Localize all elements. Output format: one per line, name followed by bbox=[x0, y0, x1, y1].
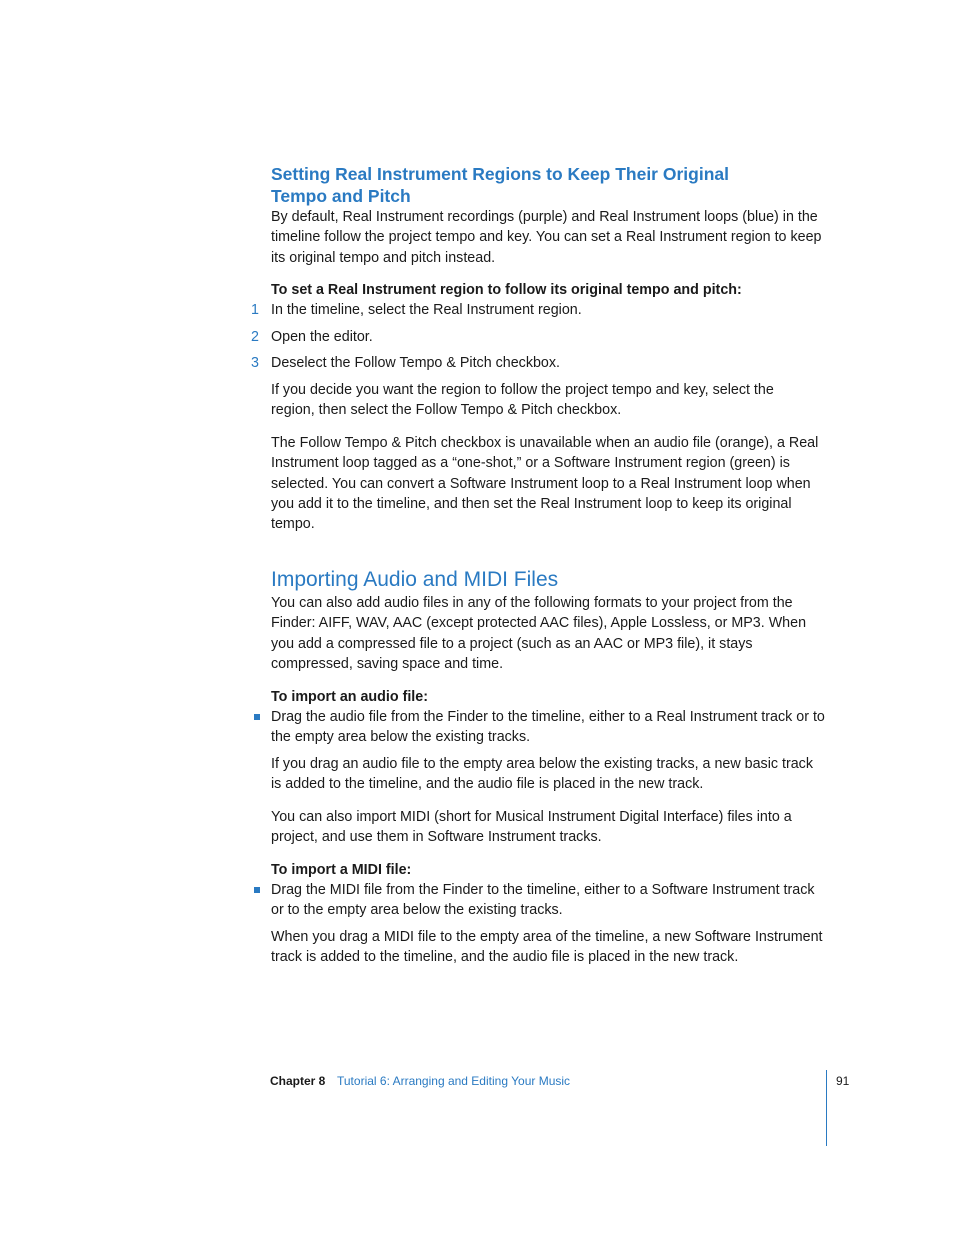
step-3-number: 3 bbox=[251, 355, 259, 371]
audio-bullet-text: Drag the audio file from the Finder to the timeline, either to a Real Instrument track or to the empty area below the existing tracks. bbox=[271, 709, 825, 746]
section-heading-line2: Tempo and Pitch bbox=[271, 186, 411, 206]
task-heading-midi: To import a MIDI file: bbox=[271, 862, 412, 878]
step-2-number: 2 bbox=[251, 329, 259, 345]
midi-note: When you drag a MIDI file to the empty area of the timeline, a new Software Instrument track is added to the timeline, and the audio file is placed in the new track. bbox=[271, 929, 823, 966]
bullet-icon bbox=[254, 887, 260, 893]
bullet-icon bbox=[254, 714, 260, 720]
footer-chapter: Chapter 8 bbox=[270, 1074, 326, 1088]
section2-intro: You can also add audio files in any of the following formats to your project from the Finder: AIFF, WAV, AAC (except protected AAC files), Apple Lossless, or MP3. When you add a compressed file to a project (such as an AAC or MP3 file), it stays compressed, saving space and time. bbox=[271, 595, 807, 672]
footer-divider bbox=[826, 1070, 827, 1146]
midi-bullet-text: Drag the MIDI file from the Finder to the timeline, either to a Software Instrument track or to the empty area below the existing tracks. bbox=[271, 882, 815, 919]
step-2-text: Open the editor. bbox=[271, 329, 373, 345]
page-number: 91 bbox=[836, 1074, 850, 1088]
midi-intro: You can also import MIDI (short for Musical Instrument Digital Interface) files into a project, and use them in Software Instrument tracks. bbox=[271, 809, 792, 846]
section-heading bbox=[271, 163, 831, 207]
note-follow-tempo: If you decide you want the region to follow the project tempo and key, select the region, then select the Follow Tempo & Pitch checkbox. bbox=[271, 382, 774, 419]
step-1-number: 1 bbox=[251, 302, 259, 318]
section1-intro: By default, Real Instrument recordings (purple) and Real Instrument loops (blue) in the timeline follow the project tempo and key. You can set a Real Instrument region to keep its original tempo and pitch instead. bbox=[271, 209, 822, 266]
audio-note: If you drag an audio file to the empty area below the existing tracks, a new basic track is added to the timeline, and the audio file is placed in the new track. bbox=[271, 756, 813, 793]
step-3-text: Deselect the Follow Tempo & Pitch checkbox. bbox=[271, 355, 560, 371]
note-checkbox-unavailable: The Follow Tempo & Pitch checkbox is unavailable when an audio file (orange), a Real Instrument loop tagged as a “one-shot,” or a Software Instrument region (green) is selected. You can convert a Software Instrument loop to a Real Instrument loop when you add it to the timeline, and then set the Real Instrument loop to keep its original tempo. bbox=[271, 435, 819, 533]
section-heading-line1: Setting Real Instrument Regions to Keep Their Original bbox=[271, 164, 729, 184]
step-1-text: In the timeline, select the Real Instrument region. bbox=[271, 302, 582, 318]
task-heading-tempo: To set a Real Instrument region to follow its original tempo and pitch: bbox=[271, 282, 742, 298]
task-heading-audio: To import an audio file: bbox=[271, 689, 428, 705]
section2-heading: Importing Audio and MIDI Files bbox=[271, 568, 559, 591]
footer-chapter-title: Tutorial 6: Arranging and Editing Your Music bbox=[337, 1074, 571, 1088]
